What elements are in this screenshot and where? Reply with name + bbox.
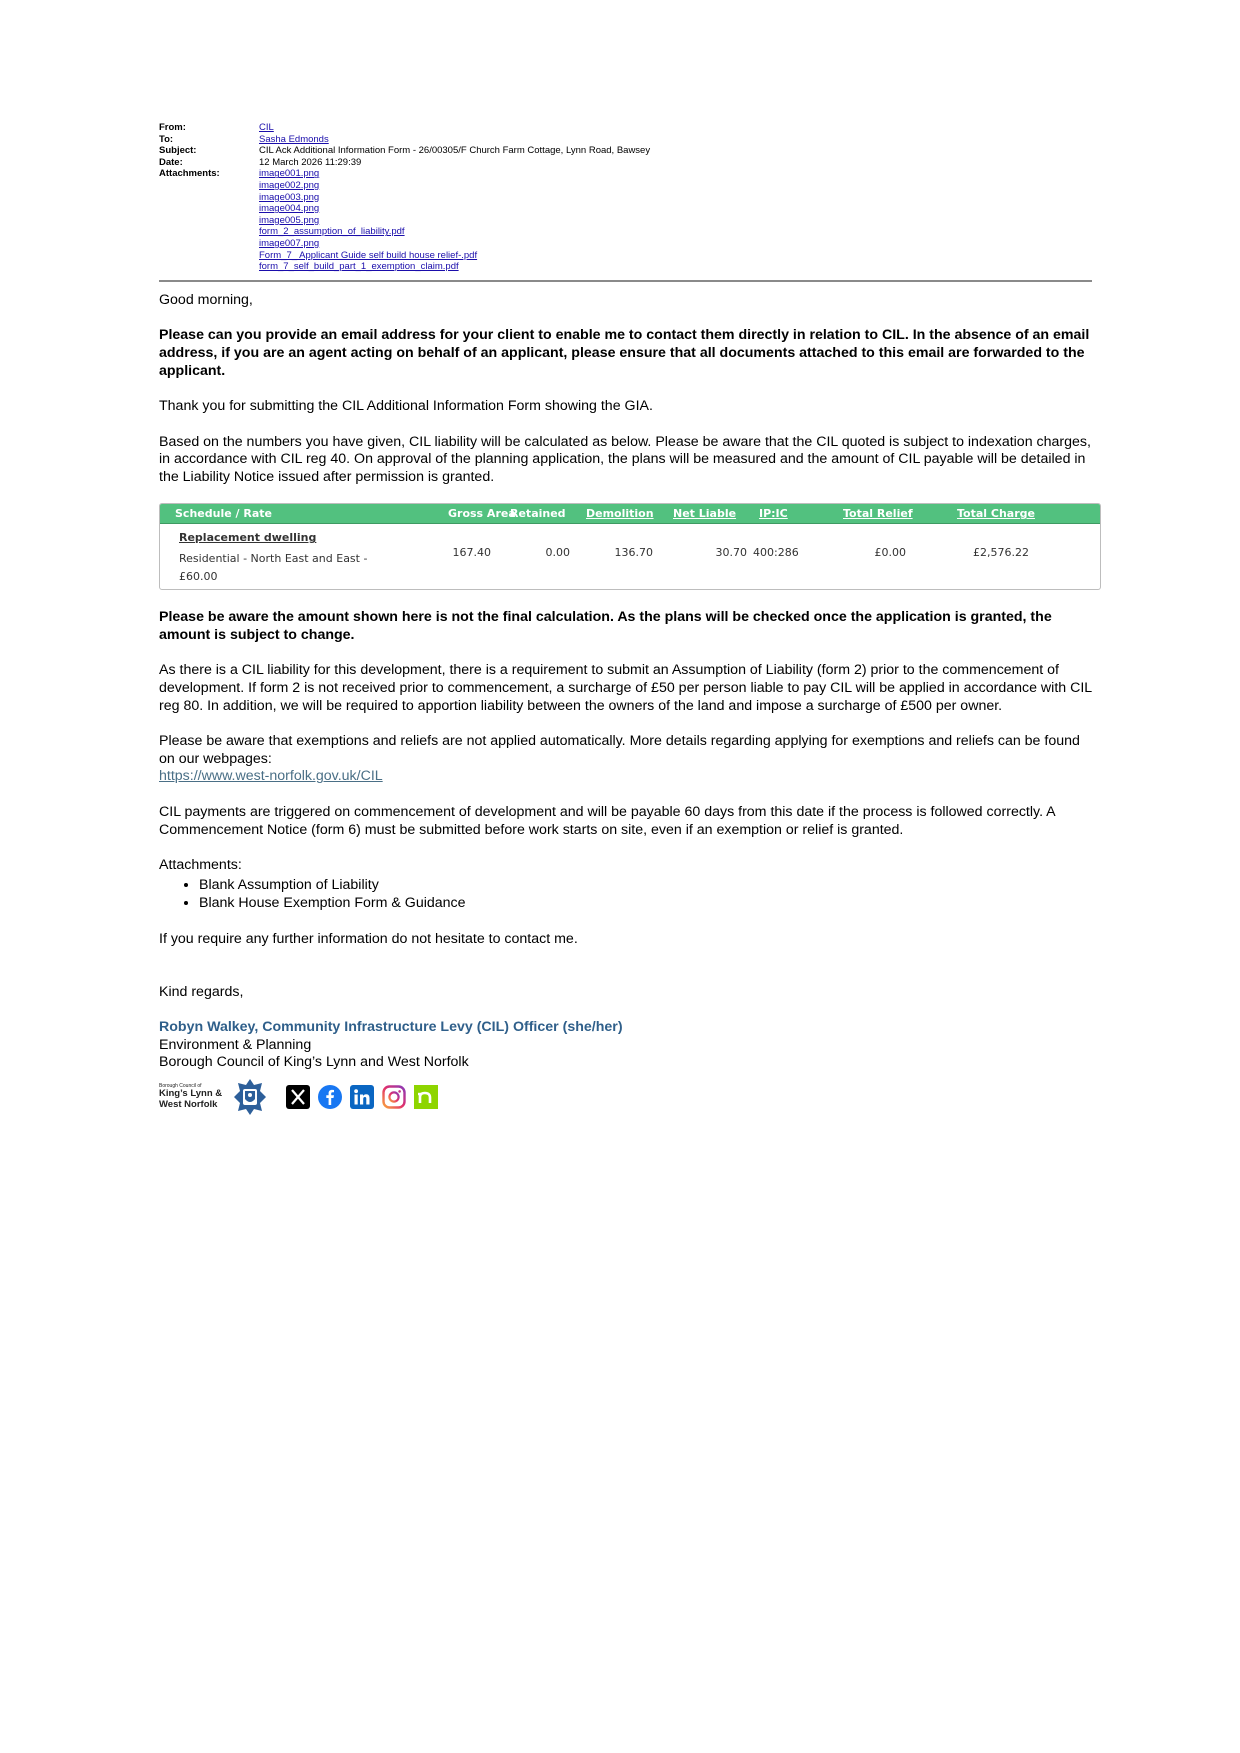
table-row xyxy=(160,524,1100,589)
payments-paragraph: CIL payments are triggered on commencement of development and will be payable 60 days from this date if the process is followed correctly. A Commencement Notice (form 6) must be submitted before work starts on site, even if an exemption or relief is granted. xyxy=(159,804,1055,838)
facebook-icon[interactable] xyxy=(318,1085,342,1109)
email-body xyxy=(159,292,1096,1119)
cell-relief: £0.00 xyxy=(874,546,906,560)
attachments-heading: Attachments: xyxy=(159,857,242,874)
cell-net: 30.70 xyxy=(715,546,747,560)
list-item: • Blank House Exemption Form & Guidance xyxy=(199,895,1096,913)
signature-logos xyxy=(159,1075,1096,1119)
to-label: To: xyxy=(159,133,174,145)
cil-table-header xyxy=(160,504,1100,524)
attachment-link[interactable]: image001.png xyxy=(259,168,320,180)
attachment-link[interactable]: image004.png xyxy=(259,203,320,215)
cell-schedule xyxy=(160,529,406,585)
calculation-paragraph: Based on the numbers you have given, CIL liability will be calculated as below. Please be aware that the CIL quoted is subject to indexation charges, in accordance with CIL reg 40. On approval of the planning application, the plans will be measured and the amount of CIL payable will be detailed in the Liability Notice issued after permission is granted. xyxy=(159,433,1091,485)
subject-label: Subject: xyxy=(159,145,197,157)
attachment-link[interactable]: Form_7_ Applicant Guide self build house relief-.pdf xyxy=(259,249,478,261)
cell-gross: 167.40 xyxy=(452,546,491,560)
col-ipic[interactable]: IP:IC xyxy=(759,507,788,521)
header-subject xyxy=(159,145,1096,157)
col-gross: Gross Area xyxy=(448,507,516,521)
row-title: Replacement dwelling xyxy=(179,531,317,545)
attachment-link[interactable]: form_2_assumption_of_liability.pdf xyxy=(259,226,405,238)
header-from xyxy=(159,122,1096,134)
exemptions-paragraph: Please be aware that exemptions and reliefs are not applied automatically. More details regarding applying for exemptions and reliefs can be found on our webpages: xyxy=(159,733,1080,767)
council-crest-icon xyxy=(228,1075,272,1119)
logo-line-2: West Norfolk xyxy=(159,1098,218,1110)
col-retained: Retained xyxy=(510,507,566,521)
col-net[interactable]: Net Liable xyxy=(673,507,737,521)
thanks-paragraph: Thank you for submitting the CIL Additional Information Form showing the GIA. xyxy=(159,398,653,415)
email-header xyxy=(159,122,1096,273)
attachment-link[interactable]: form_7_self_build_part_1_exemption_claim.pdf xyxy=(259,261,459,273)
email-document xyxy=(159,122,1096,1119)
header-date xyxy=(159,157,1096,169)
header-divider xyxy=(159,280,1092,282)
further-info: If you require any further information do not hesitate to contact me. xyxy=(159,930,578,947)
cil-table xyxy=(159,503,1101,590)
logo-small-text: Borough Council of xyxy=(159,1083,202,1090)
instagram-icon[interactable] xyxy=(382,1085,406,1109)
attachment-link[interactable]: image003.png xyxy=(259,191,320,203)
attachments-label: Attachments: xyxy=(159,168,220,180)
col-relief[interactable]: Total Relief xyxy=(843,507,913,521)
cell-ipic: 400:286 xyxy=(753,546,799,560)
logo-line-1: King’s Lynn & xyxy=(159,1088,223,1100)
warning-paragraph: Please be aware the amount shown here is not the final calculation. As the plans will be checked once the application is granted, the amount is subject to change. xyxy=(159,609,1052,643)
request-paragraph: Please can you provide an email address for your client to enable me to contact them directly in relation to CIL. In the absence of an email address, if you are an agent acting on behalf of an applicant, please ensure that all documents attached to this email are forwarded to the applicant. xyxy=(159,327,1090,379)
col-charge[interactable]: Total Charge xyxy=(957,507,1035,521)
signature-council: Borough Council of King’s Lynn and West Norfolk xyxy=(159,1054,469,1071)
from-label: From: xyxy=(159,122,186,133)
signature-name: Robyn Walkey, Community Infrastructure Levy (CIL) Officer (she/her) xyxy=(159,1019,623,1036)
col-demolition[interactable]: Demolition xyxy=(586,507,654,521)
attachments-list xyxy=(159,877,1096,913)
x-icon[interactable] xyxy=(286,1085,310,1109)
attachment-link[interactable]: image002.png xyxy=(259,179,320,191)
date-label: Date: xyxy=(159,156,183,168)
list-item: • Blank Assumption of Liability xyxy=(199,877,1096,895)
greeting: Good morning, xyxy=(159,291,253,308)
col-schedule: Schedule / Rate xyxy=(175,507,272,521)
header-attachments xyxy=(159,168,1096,272)
nextdoor-icon[interactable] xyxy=(414,1085,438,1109)
signature-dept: Environment & Planning xyxy=(159,1036,312,1053)
cell-charge: £2,576.22 xyxy=(973,546,1029,560)
cell-demolition: 136.70 xyxy=(614,546,653,560)
subject-value: CIL Ack Additional Information Form - 26/00305/F Church Farm Cottage, Lynn Road, Bawsey xyxy=(259,145,651,157)
header-to xyxy=(159,134,1096,146)
liability-paragraph: As there is a CIL liability for this development, there is a requirement to submit an Assumption of Liability (form 2) prior to the commencement of development. If form 2 is not received prior to commencement, a surcharge of £50 per person liable to pay CIL will be applied in accordance with CIL reg 80. In addition, we will be required to apportion liability between the owners of the land and impose a surcharge of £500 per owner. xyxy=(159,662,1092,714)
cil-webpage-link[interactable]: https://www.west-norfolk.gov.uk/CIL xyxy=(159,768,383,785)
cell-retained: 0.00 xyxy=(545,546,570,560)
attachment-link[interactable]: image007.png xyxy=(259,237,320,249)
to-link[interactable]: Sasha Edmonds xyxy=(259,133,329,145)
council-logo-text xyxy=(159,1083,222,1110)
from-link[interactable]: CIL xyxy=(259,122,274,133)
date-value: 12 March 2026 11:29:39 xyxy=(259,156,362,168)
sign-off: Kind regards, xyxy=(159,983,244,1000)
linkedin-icon[interactable] xyxy=(350,1085,374,1109)
attachment-link[interactable]: image005.png xyxy=(259,214,320,226)
row-rate: Residential - North East and East - £60.00 xyxy=(179,552,368,583)
